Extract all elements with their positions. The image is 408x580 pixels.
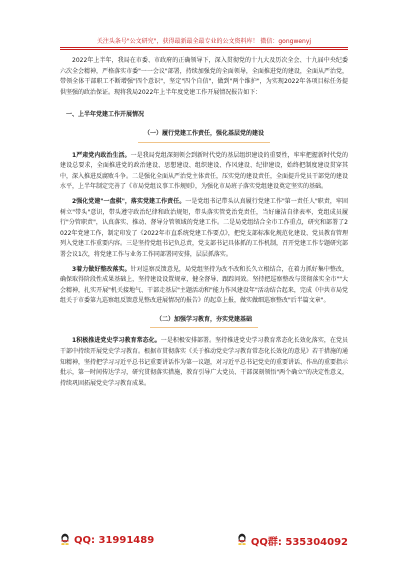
paragraph-2 [60, 197, 348, 261]
paragraph-3 [60, 265, 348, 307]
paragraph-2-text: 一是党组书记带头认真履行党建工作"第一责任人"职责，牢固树立"带头"意识，带头遵守政治纪律和政治规矩，带头落实管党治党责任，当好廉洁自律表率，党组成员履行"分管职责"，认真落实、推动、督导分管领域的党建工作。二是局党组结合全市工作重点，研究和部署了2022年党建工作，制定印发了《2022年市直系统党建工作要点》，把党支部标准化规范化建设、党员教育管理列入党建工作重要内容。三是坚持党组书记负总责，党支部书记具体抓的工作机制，召开党建工作专题研究部署会议1次，将党建工作与业务工作同部署同安排，层层抓落实。 [60, 197, 349, 258]
subheading-2-wrap [60, 315, 348, 329]
paragraph-4-lead: 1积极推进党史学习教育常态化。 [72, 337, 161, 345]
subheading-1-wrap [60, 129, 348, 143]
paragraph-3-text: 针对巡察反馈意见，局党组坚持为改不改和长久立根结合，在着力抓好集中整改，确保取得阶段性成果基础上，坚持建设设置规章，健全督导、跟踪问效。坚持把巡察整改与贯彻落实全市""大会精神，扎实开展"机关接地气、干部走基层"主题活动和"能力作风建设年"活动结合起来，完成《中共市局党组关于市委第九巡察组反馈意见整改进展情况的报告》的起草上报，做实做细巡察整改"后半篇文章"。 [60, 265, 348, 305]
paragraph-1-lead: 1严肃党内政治生活。 [72, 151, 131, 159]
subheading-2: （二）加强学习教育，夯实党建基础 [150, 315, 258, 329]
qq-number: QQ: 31991489 [74, 535, 155, 546]
header-rule-top [60, 47, 348, 48]
intro-paragraph: 2022年上半年，我局在市委、市政府的正确领导下，深入贯彻党的十九大及历次全会、十九届中央纪委六次全会精神，严格落实市委"一一会议"部署，持续加强党的全面领导，全面推进党的建设，全面从严治党，带领全体干部职工不断增强"四个意识"，坚定"四个自信"，做到"两个维护"，为实现2022年各项目标任务提供坚强的政治保证。现将我局2022年上半年度党建工作开展情况报告如下： [60, 57, 348, 96]
qq-group-number: QQ群: 535304092 [250, 537, 348, 548]
section-heading-1: 一、上半年党建工作开展情况 [66, 111, 145, 119]
footer-qq-group [237, 533, 348, 548]
qq-group-icon [237, 533, 247, 548]
footer-qq [60, 533, 154, 548]
document-body [60, 56, 348, 389]
header-promo-note: 关注头条号"公文研究"，获得最新最全最专业的公文资料库！ 微信：gongwenyj [96, 38, 312, 45]
footer-contact [60, 533, 348, 548]
paragraph-2-lead: 2强化党建"一盘棋"，落实党建工作责任。 [72, 197, 186, 205]
subheading-1: （一）履行党建工作责任，强化基层党的建设 [138, 129, 270, 143]
paragraph-4-text: 一是积极安排部署。坚持推进党史学习教育常态化长效化落实，在党员干部中持续开展党史学习教育。根据市贯彻落实《关于推动党史学习教育常态化长效化的意见》若干措施的通知精神，坚持把学习习近平总书记重要讲话作为第一议题，对习近平总书记党史的重要讲话、作出的重要指示批示，第一时间传达学习，研究贯彻落实措施，教育引导广大党员、干部深刻领悟"两个确立"的决定性意义，持续巩固拓展党史学习教育成果。 [60, 337, 349, 387]
qq-icon [60, 533, 70, 548]
paragraph-1-text: 一是我局党组深刻领会到新时代党的基层组织建设的重要性，牢牢把握新时代党的建设总要求，全面推进党的政治建设、思想建设、组织建设、作风建设、纪律建设，始终把制度建设贯穿其中，深入推进反腐败斗争。二是强化全面从严治党主体责任，压实党的建设责任，全面提升党员干部党的建设水平，上半年制定完善了《市局党组议事工作规则》，为强化市局班子落实党组建设奠定坚实的基础。 [60, 151, 349, 191]
paragraph-3-lead: 3着力做好整改落实。 [72, 265, 131, 273]
header-rule-bottom [60, 49, 348, 50]
paragraph-4 [60, 336, 348, 389]
paragraph-1 [60, 151, 348, 193]
